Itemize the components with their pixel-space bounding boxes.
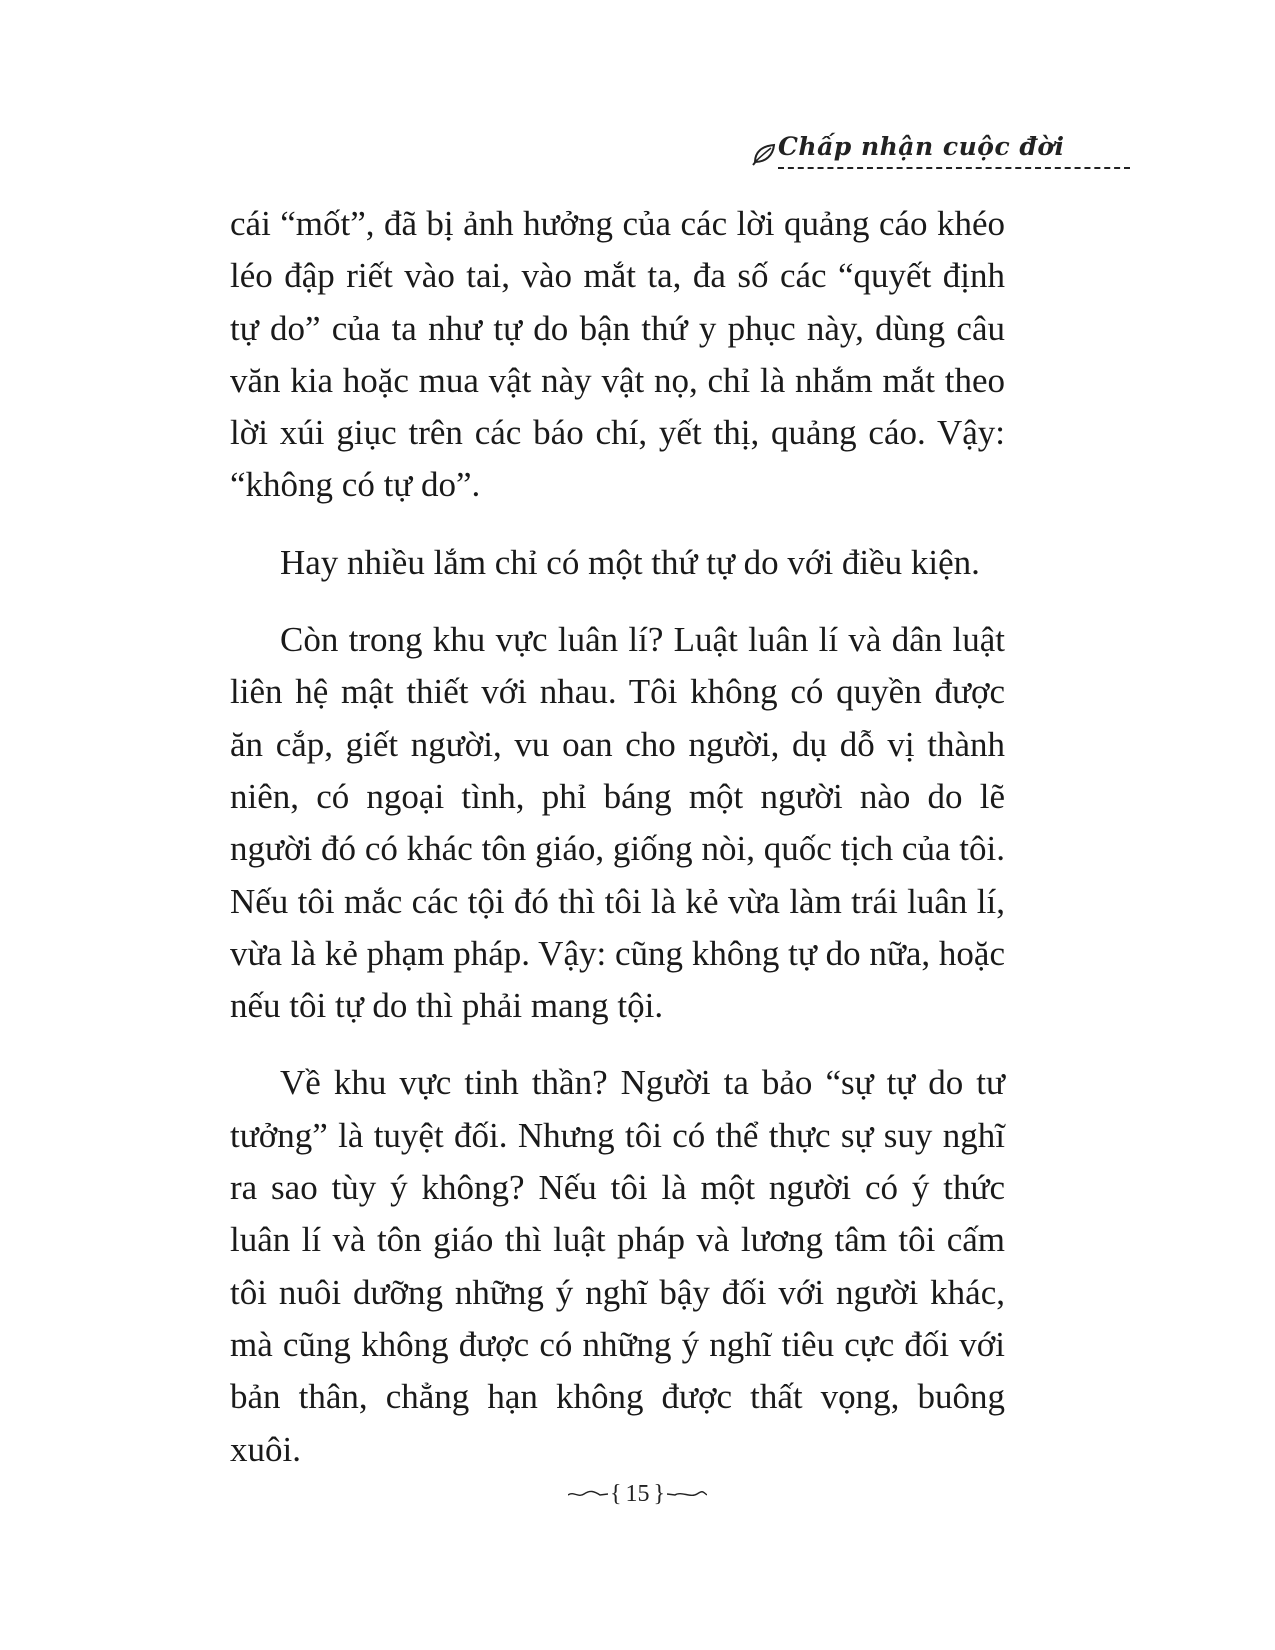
- paragraph-3: Còn trong khu vực luân lí? Luật luân lí và dân luật liên hệ mật thiết với nhau. Tôi không có quyền được ăn cắp, giết người, vu oan cho người, dụ dỗ vị thành niên, có ngoại tình, phỉ báng một người nào do lẽ người đó có khác tôn giáo, giống nòi, quốc tịch của tôi. Nếu tôi mắc các tội đó thì tôi là kẻ vừa làm trái luân lí, vừa là kẻ phạm pháp. Vậy: cũng không tự do nữa, hoặc nếu tôi tự do thì phải mang tội.: [230, 620, 1005, 1026]
- page-number-brace-right: }: [653, 1480, 666, 1507]
- right-swash-ornament: [667, 1488, 707, 1500]
- leaf-icon: [752, 142, 778, 166]
- paragraph-4: Về khu vực tinh thần? Người ta bảo “sự tự do tư tưởng” là tuyệt đối. Nhưng tôi có thể thực sự suy nghĩ ra sao tùy ý không? Nếu tôi là một người có ý thức luân lí và tôn giáo thì luật pháp và lương tâm tôi cấm tôi nuôi dưỡng những ý nghĩ bậy đối với người khác, mà cũng không được có những ý nghĩ tiêu cực đối với bản thân, chẳng hạn không được thất vọng, buông xuôi.: [230, 1063, 1005, 1469]
- body-text: [230, 198, 1005, 1476]
- paragraph-2: Hay nhiều lắm chỉ có một thứ tự do với điều kiện.: [280, 542, 980, 582]
- page-footer: [0, 1480, 1275, 1508]
- running-header: [752, 128, 1130, 172]
- running-header-title: Chấp nhận cuộc đời: [778, 132, 1065, 161]
- page-number-brace-left: {: [609, 1480, 622, 1507]
- left-swash-ornament: [568, 1488, 608, 1500]
- page-number: 15: [625, 1480, 650, 1507]
- header-dashed-rule: [778, 167, 1130, 169]
- paragraph-1: cái “mốt”, đã bị ảnh hưởng của các lời quảng cáo khéo léo đập riết vào tai, vào mắt ta, đa số các “quyết định tự do” của ta như tự do bận thứ y phục này, dùng câu văn kia hoặc mua vật này vật nọ, chỉ là nhắm mắt theo lời xúi giục trên các báo chí, yết thị, quảng cáo. Vậy: “không có tự do”.: [230, 204, 1005, 505]
